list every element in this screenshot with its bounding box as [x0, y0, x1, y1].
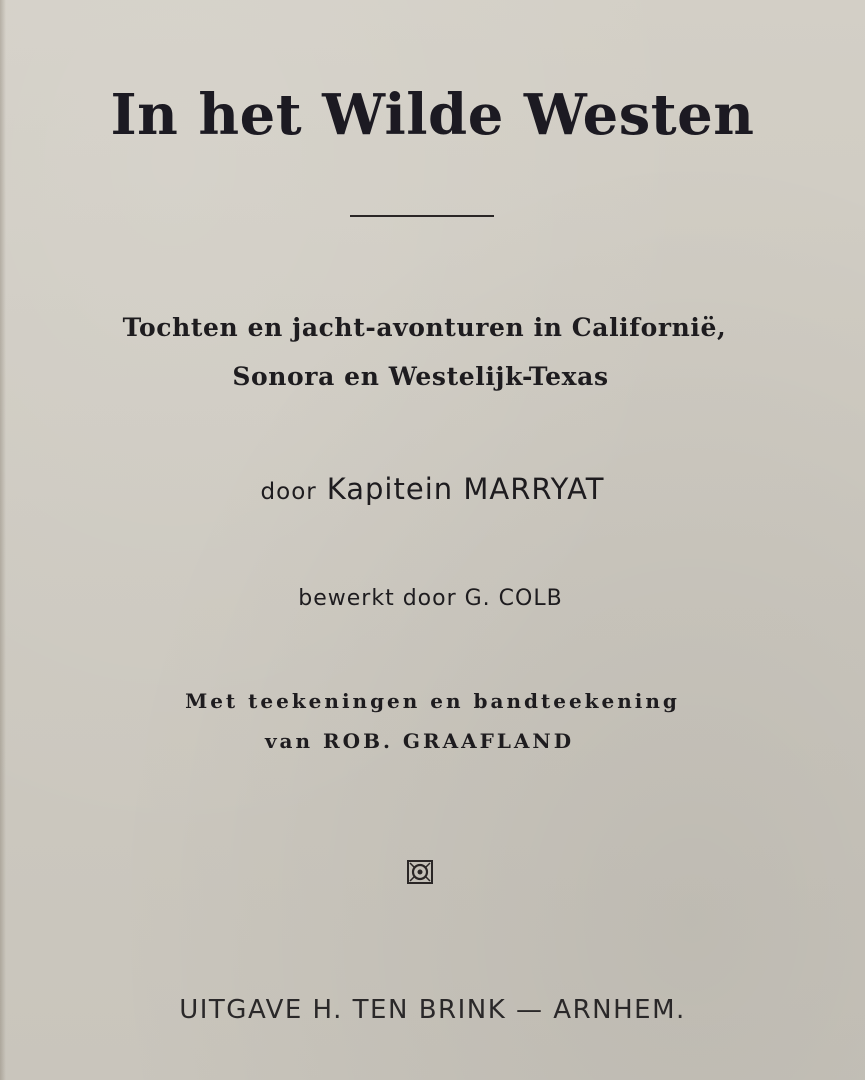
illustrations-line-1: Met teekeningen en bandteekening: [185, 689, 680, 713]
illustrations-line-2: van ROB. GRAAFLAND: [264, 729, 575, 753]
printer-ornament-icon: [406, 859, 434, 885]
subtitle-line-1: Tochten en jacht-avonturen in Californië,: [122, 313, 727, 342]
book-title: In het Wilde Westen: [110, 82, 755, 148]
page-edge-shadow: [0, 0, 6, 1080]
author-line: [0, 472, 865, 506]
adapter-line: bewerkt door G. COLB: [298, 586, 563, 611]
author-prefix: door: [260, 479, 317, 505]
subtitle-line-2: Sonora en Westelijk-Texas: [232, 362, 609, 391]
title-divider: [350, 215, 494, 217]
publisher-line: UITGAVE H. TEN BRINK — ARNHEM.: [179, 995, 686, 1025]
author-name: Kapitein MARRYAT: [326, 472, 605, 506]
